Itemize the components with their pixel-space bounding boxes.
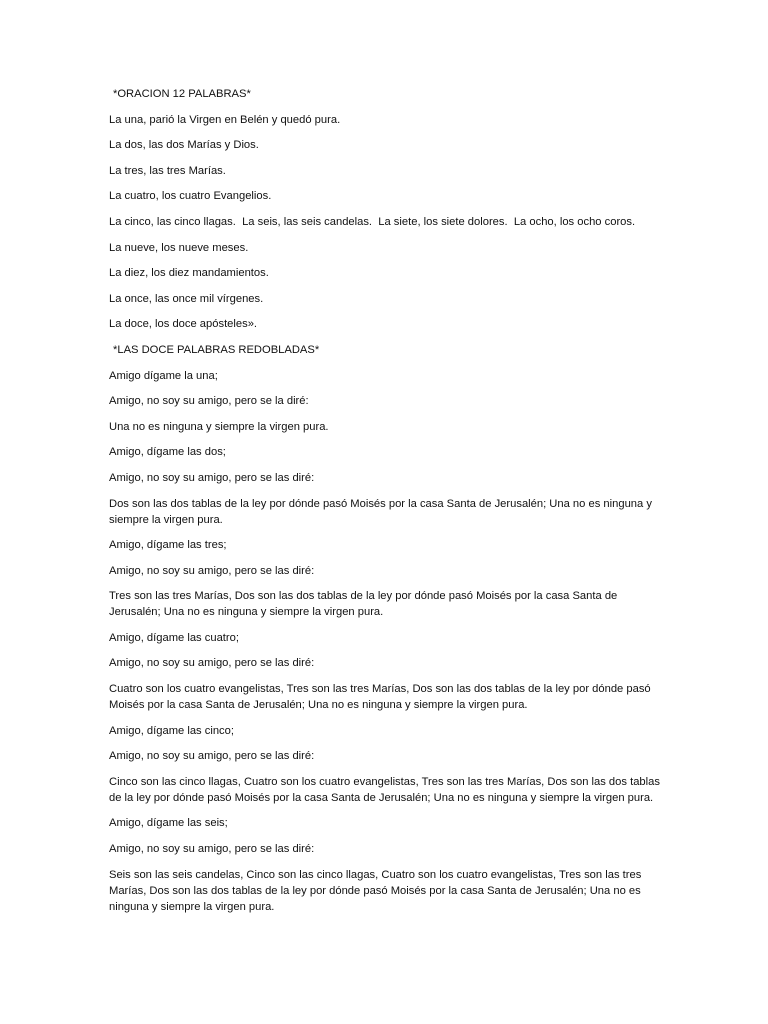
paragraph: La cinco, las cinco llagas. La seis, las seis candelas. La siete, los siete dolores. La ocho, los ocho coros. xyxy=(109,215,636,228)
paragraph: La dos, las dos Marías y Dios. xyxy=(109,139,259,152)
paragraph: La doce, los doce apósteles». xyxy=(109,318,258,331)
section-heading: *ORACION 12 PALABRAS* xyxy=(113,88,251,100)
paragraph: Amigo, dígame las seis; xyxy=(109,817,228,830)
paragraph: Amigo dígame la una; xyxy=(109,369,218,382)
section-heading: *LAS DOCE PALABRAS REDOBLADAS* xyxy=(113,343,320,356)
paragraph: La una, parió la Virgen en Belén y quedó pura. xyxy=(109,113,341,126)
paragraph: Cuatro son los cuatro evangelistas, Tres son las tres Marías, Dos son las dos tablas de la ley por dónde pasó Moisés por la casa Santa de Jerusalén; Una no es ninguna y siempre la virgen pura. xyxy=(109,683,654,712)
paragraph: Amigo, no soy su amigo, pero se las diré: xyxy=(109,843,315,856)
paragraph: Amigo, dígame las tres; xyxy=(109,539,227,552)
paragraph: Amigo, no soy su amigo, pero se las diré: xyxy=(109,564,315,577)
paragraph: Una no es ninguna y siempre la virgen pura. xyxy=(109,420,329,433)
paragraph: La tres, las tres Marías. xyxy=(109,164,226,177)
paragraph: Seis son las seis candelas, Cinco son las cinco llagas, Cuatro son los cuatro evangelistas, Tres son las tres Marías, Dos son las dos tablas de la ley por dónde pasó Moisés por la casa Santa de Jerusalén; Una no es ninguna y siempre la virgen pura. xyxy=(109,868,645,913)
paragraph: Amigo, no soy su amigo, pero se las diré: xyxy=(109,657,315,670)
paragraph: Amigo, dígame las cinco; xyxy=(109,724,234,737)
paragraph: Amigo, dígame las cuatro; xyxy=(109,631,239,644)
document-body xyxy=(109,86,665,924)
paragraph: Dos son las dos tablas de la ley por dónde pasó Moisés por la casa Santa de Jerusalén; Una no es ninguna y siempre la virgen pura. xyxy=(109,497,656,526)
paragraph: Amigo, no soy su amigo, pero se las diré: xyxy=(109,750,315,763)
paragraph: Tres son las tres Marías, Dos son las dos tablas de la ley por dónde pasó Moisés por la casa Santa de Jerusalén; Una no es ninguna y siempre la virgen pura. xyxy=(109,590,621,619)
paragraph: Amigo, no soy su amigo, pero se las diré: xyxy=(109,471,315,484)
paragraph: Cinco son las cinco llagas, Cuatro son los cuatro evangelistas, Tres son las tres Marías, Dos son las dos tablas de la ley por dónde pasó Moisés por la casa Santa de Jerusalén; Una no es ninguna y siempre la virgen pura. xyxy=(109,775,664,804)
paragraph: Amigo, no soy su amigo, pero se la diré: xyxy=(109,395,309,408)
paragraph: La nueve, los nueve meses. xyxy=(109,241,249,254)
paragraph: Amigo, dígame las dos; xyxy=(109,446,226,459)
paragraph: La once, las once mil vírgenes. xyxy=(109,292,264,305)
paragraph: La diez, los diez mandamientos. xyxy=(109,267,269,280)
paragraph: La cuatro, los cuatro Evangelios. xyxy=(109,190,272,203)
